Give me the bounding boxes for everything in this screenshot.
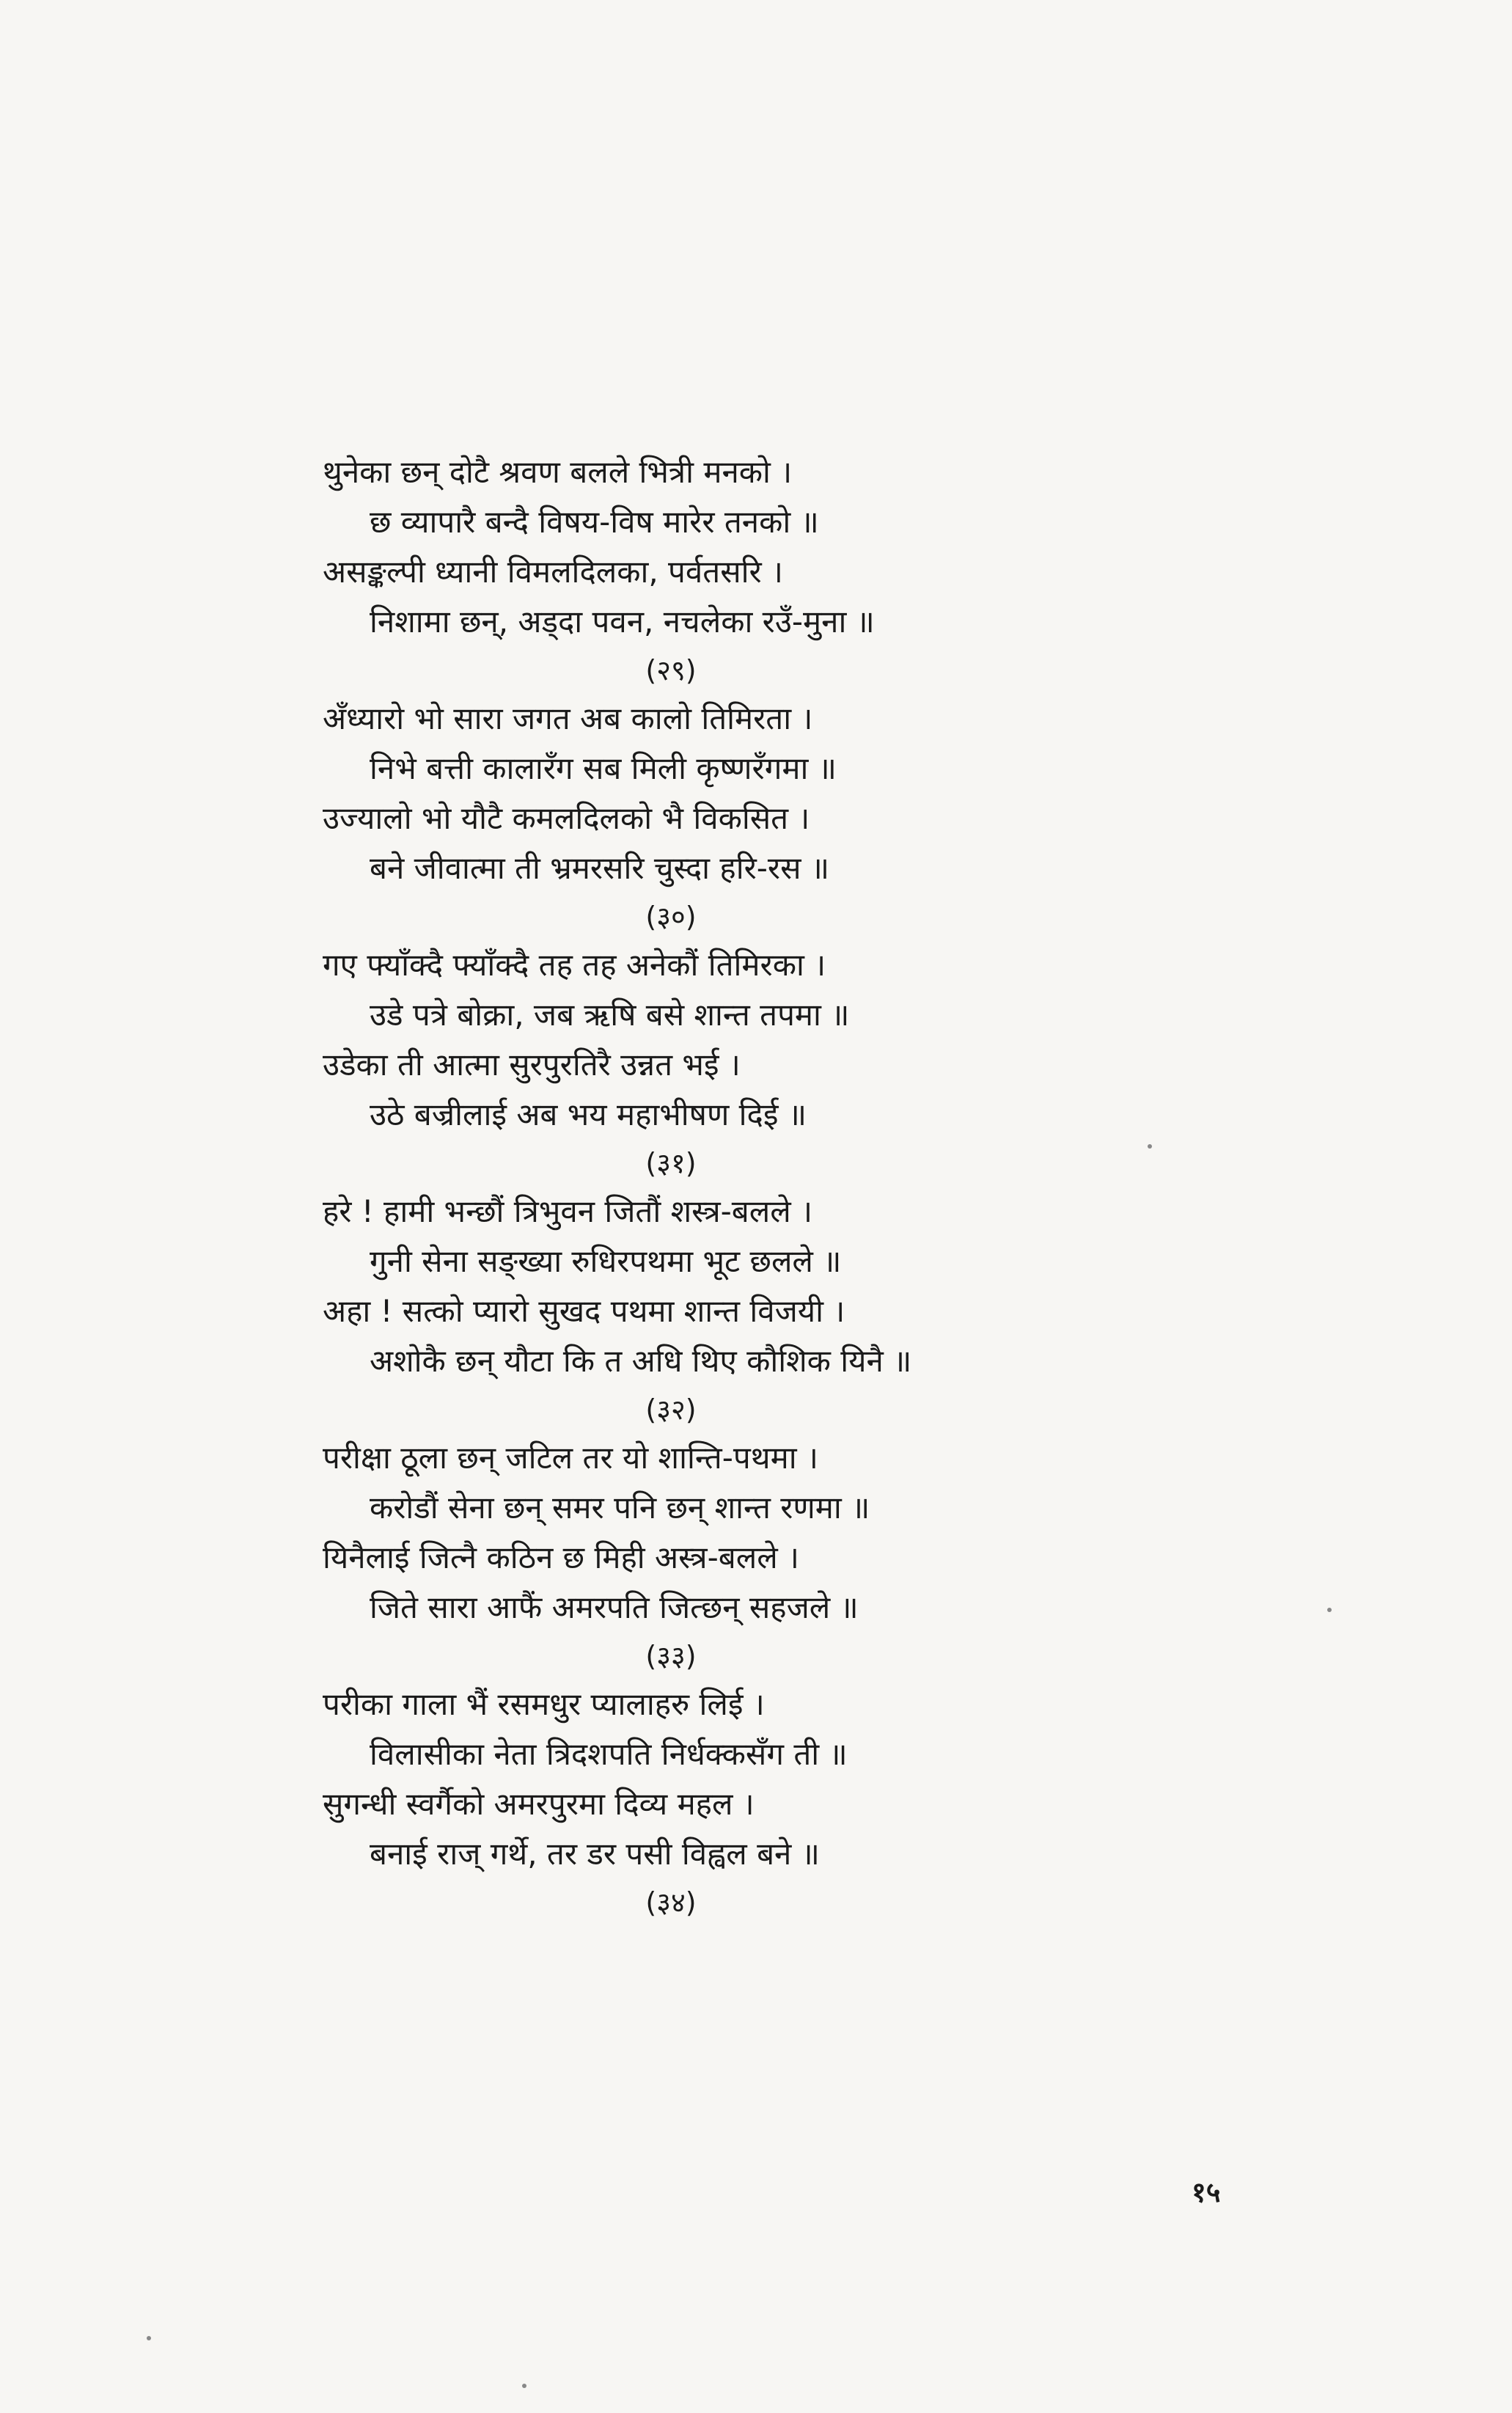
stanza-33 (323, 1433, 1100, 1680)
poem-body (323, 447, 1100, 1926)
verse-line: परीका गाला भैं रसमधुर प्यालाहरु लिई । (323, 1686, 765, 1722)
verse-line: अहा ! सत्को प्यारो सुखद पथमा शान्त विजयी । (323, 1293, 845, 1329)
verse-line: गुनी सेना सङ्ख्या रुधिरपथमा भूट छलले ॥ (370, 1243, 842, 1279)
verse-line: निभे बत्ती कालारँग सब मिली कृष्णरँगमा ॥ (370, 750, 837, 786)
stanza-number: (३२) (645, 1394, 697, 1426)
scan-speck (522, 2384, 526, 2388)
verse-line: सुगन्धी स्वर्गैको अमरपुरमा दिव्य महल । (323, 1786, 755, 1822)
stanza-number: (३४) (645, 1886, 697, 1919)
scan-speck (147, 2336, 151, 2340)
verse-line: अँध्यारो भो सारा जगत अब कालो तिमिरता । (323, 700, 813, 736)
verse-line: अशोकै छन् यौटा कि त अधि थिए कौशिक यिनै ॥ (370, 1343, 912, 1379)
verse-line: उठे बज्रीलाई अब भय महाभीषण दिई ॥ (370, 1096, 807, 1132)
page-number: १५ (1192, 2176, 1221, 2208)
verse-line: थुनेका छन् दोटै श्रवण बलले भित्री मनको । (323, 454, 793, 490)
verse-line: परीक्षा ठूला छन् जटिल तर यो शान्ति-पथमा । (323, 1440, 818, 1476)
verse-line: गए फ्याँक्दै फ्याँक्दै तह तह अनेकौं तिमिरका । (323, 947, 826, 983)
stanza-number: (३०) (645, 901, 697, 933)
stanza-number: (३३) (645, 1640, 697, 1672)
verse-line: बनाई राज् गर्थे, तर डर पसी विह्वल बने ॥ (370, 1836, 820, 1872)
verse-line: विलासीका नेता त्रिदशपति निर्धक्कसँग ती ॥ (370, 1736, 848, 1772)
stanza-number: (३१) (645, 1147, 697, 1179)
stanza-number: (२९) (645, 654, 697, 686)
verse-line: जिते सारा आफैं अमरपति जित्छन् सहजले ॥ (370, 1589, 859, 1625)
verse-line: उडेका ती आत्मा सुरपुरतिरै उन्नत भई । (323, 1047, 741, 1083)
verse-line: निशामा छन्, अड्दा पवन, नचलेका रउँ-मुना ॥ (370, 604, 875, 640)
verse-line: बने जीवात्मा ती भ्रमरसरि चुस्दा हरि-रस ॥ (370, 850, 829, 886)
stanza-31 (323, 940, 1100, 1187)
stanza-34 (323, 1680, 1100, 1926)
verse-line: उज्यालो भो यौटै कमलदिलको भै विकसित । (323, 800, 810, 836)
verse-line: असङ्कल्पी ध्यानी विमलदिलका, पर्वतसरि । (323, 554, 783, 590)
scan-speck (1327, 1608, 1332, 1612)
verse-line: करोडौं सेना छन् समर पनि छन् शान्त रणमा ॥ (370, 1490, 870, 1526)
verse-line: यिनैलाई जित्नै कठिन छ मिही अस्त्र-बलले । (323, 1539, 799, 1575)
stanza-29 (323, 447, 1100, 694)
verse-line: उडे पत्रे बोक्रा, जब ऋषि बसे शान्त तपमा ॥ (370, 997, 850, 1033)
scan-speck (1148, 1144, 1152, 1149)
verse-line: हरे ! हामी भन्छौं त्रिभुवन जितौं शस्त्र-बलले । (323, 1193, 813, 1229)
verse-line: छ व्यापारै बन्दै विषय-विष मारेर तनको ॥ (370, 504, 819, 540)
stanza-30 (323, 694, 1100, 940)
stanza-32 (323, 1187, 1100, 1433)
